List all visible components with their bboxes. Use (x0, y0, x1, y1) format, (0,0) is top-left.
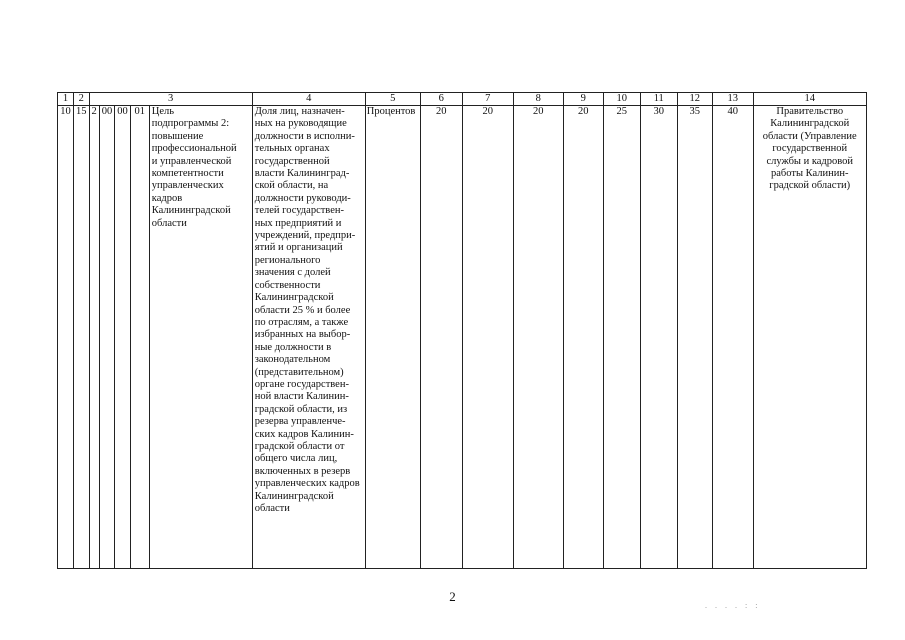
value-cell: 20 (563, 106, 603, 569)
code-cell: 00 (115, 106, 131, 569)
value-cell: 20 (462, 106, 513, 569)
header-cell: 2 (74, 93, 90, 106)
code-cell: 2 (89, 106, 99, 569)
header-cell: 4 (252, 93, 365, 106)
header-cell: 10 (603, 93, 640, 106)
code-cell: 00 (99, 106, 115, 569)
header-cell: 11 (640, 93, 677, 106)
value-cell: 20 (420, 106, 462, 569)
header-cell: 6 (420, 93, 462, 106)
value-cell: 40 (712, 106, 753, 569)
value-cell: 30 (640, 106, 677, 569)
header-cell: 13 (712, 93, 753, 106)
goal-cell: Цель подпрограммы 2: повышение профессиональной и управленческой компетентности управленческих кадров Калининградской области (149, 106, 252, 569)
header-cell: 3 (89, 93, 252, 106)
header-cell: 14 (753, 93, 866, 106)
indicator-cell: Доля лиц, назначен- ных на руководящие должности в исполни- тельных органах государственной власти Калининград- ской области, на должности руководи- телей государствен- ных предприятий и учреждений, предпри- ятий и организаций регионального значения с долей собственности Калининградской области 25 % и более по отраслям, а также избранных на выбор- ные должности в законодательном (представительном) органе государствен- ной власти Калинин- градской области, из резерва управленче- ских кадров Калинин- градской области от общего числа лиц, включенных в резерв управленческих кадров Калининградской области (252, 106, 365, 569)
header-cell: 7 (462, 93, 513, 106)
value-cell: 20 (513, 106, 563, 569)
header-cell: 9 (563, 93, 603, 106)
table-row (58, 106, 867, 569)
indicators-table (57, 92, 867, 569)
header-cell: 1 (58, 93, 74, 106)
unit-cell: Процентов (365, 106, 420, 569)
header-cell: 8 (513, 93, 563, 106)
value-cell: 35 (677, 106, 712, 569)
header-row (58, 93, 867, 106)
scan-specks: . . . . : : (705, 601, 761, 610)
code-cell: 01 (130, 106, 149, 569)
value-cell: 25 (603, 106, 640, 569)
header-cell: 12 (677, 93, 712, 106)
executor-cell: Правительство Калининградской области (Управление государственной службы и кадровой работы Калинин- градской области) (753, 106, 866, 569)
code-cell: 15 (74, 106, 90, 569)
code-cell: 10 (58, 106, 74, 569)
page-number: 2 (449, 589, 456, 604)
header-cell: 5 (365, 93, 420, 106)
